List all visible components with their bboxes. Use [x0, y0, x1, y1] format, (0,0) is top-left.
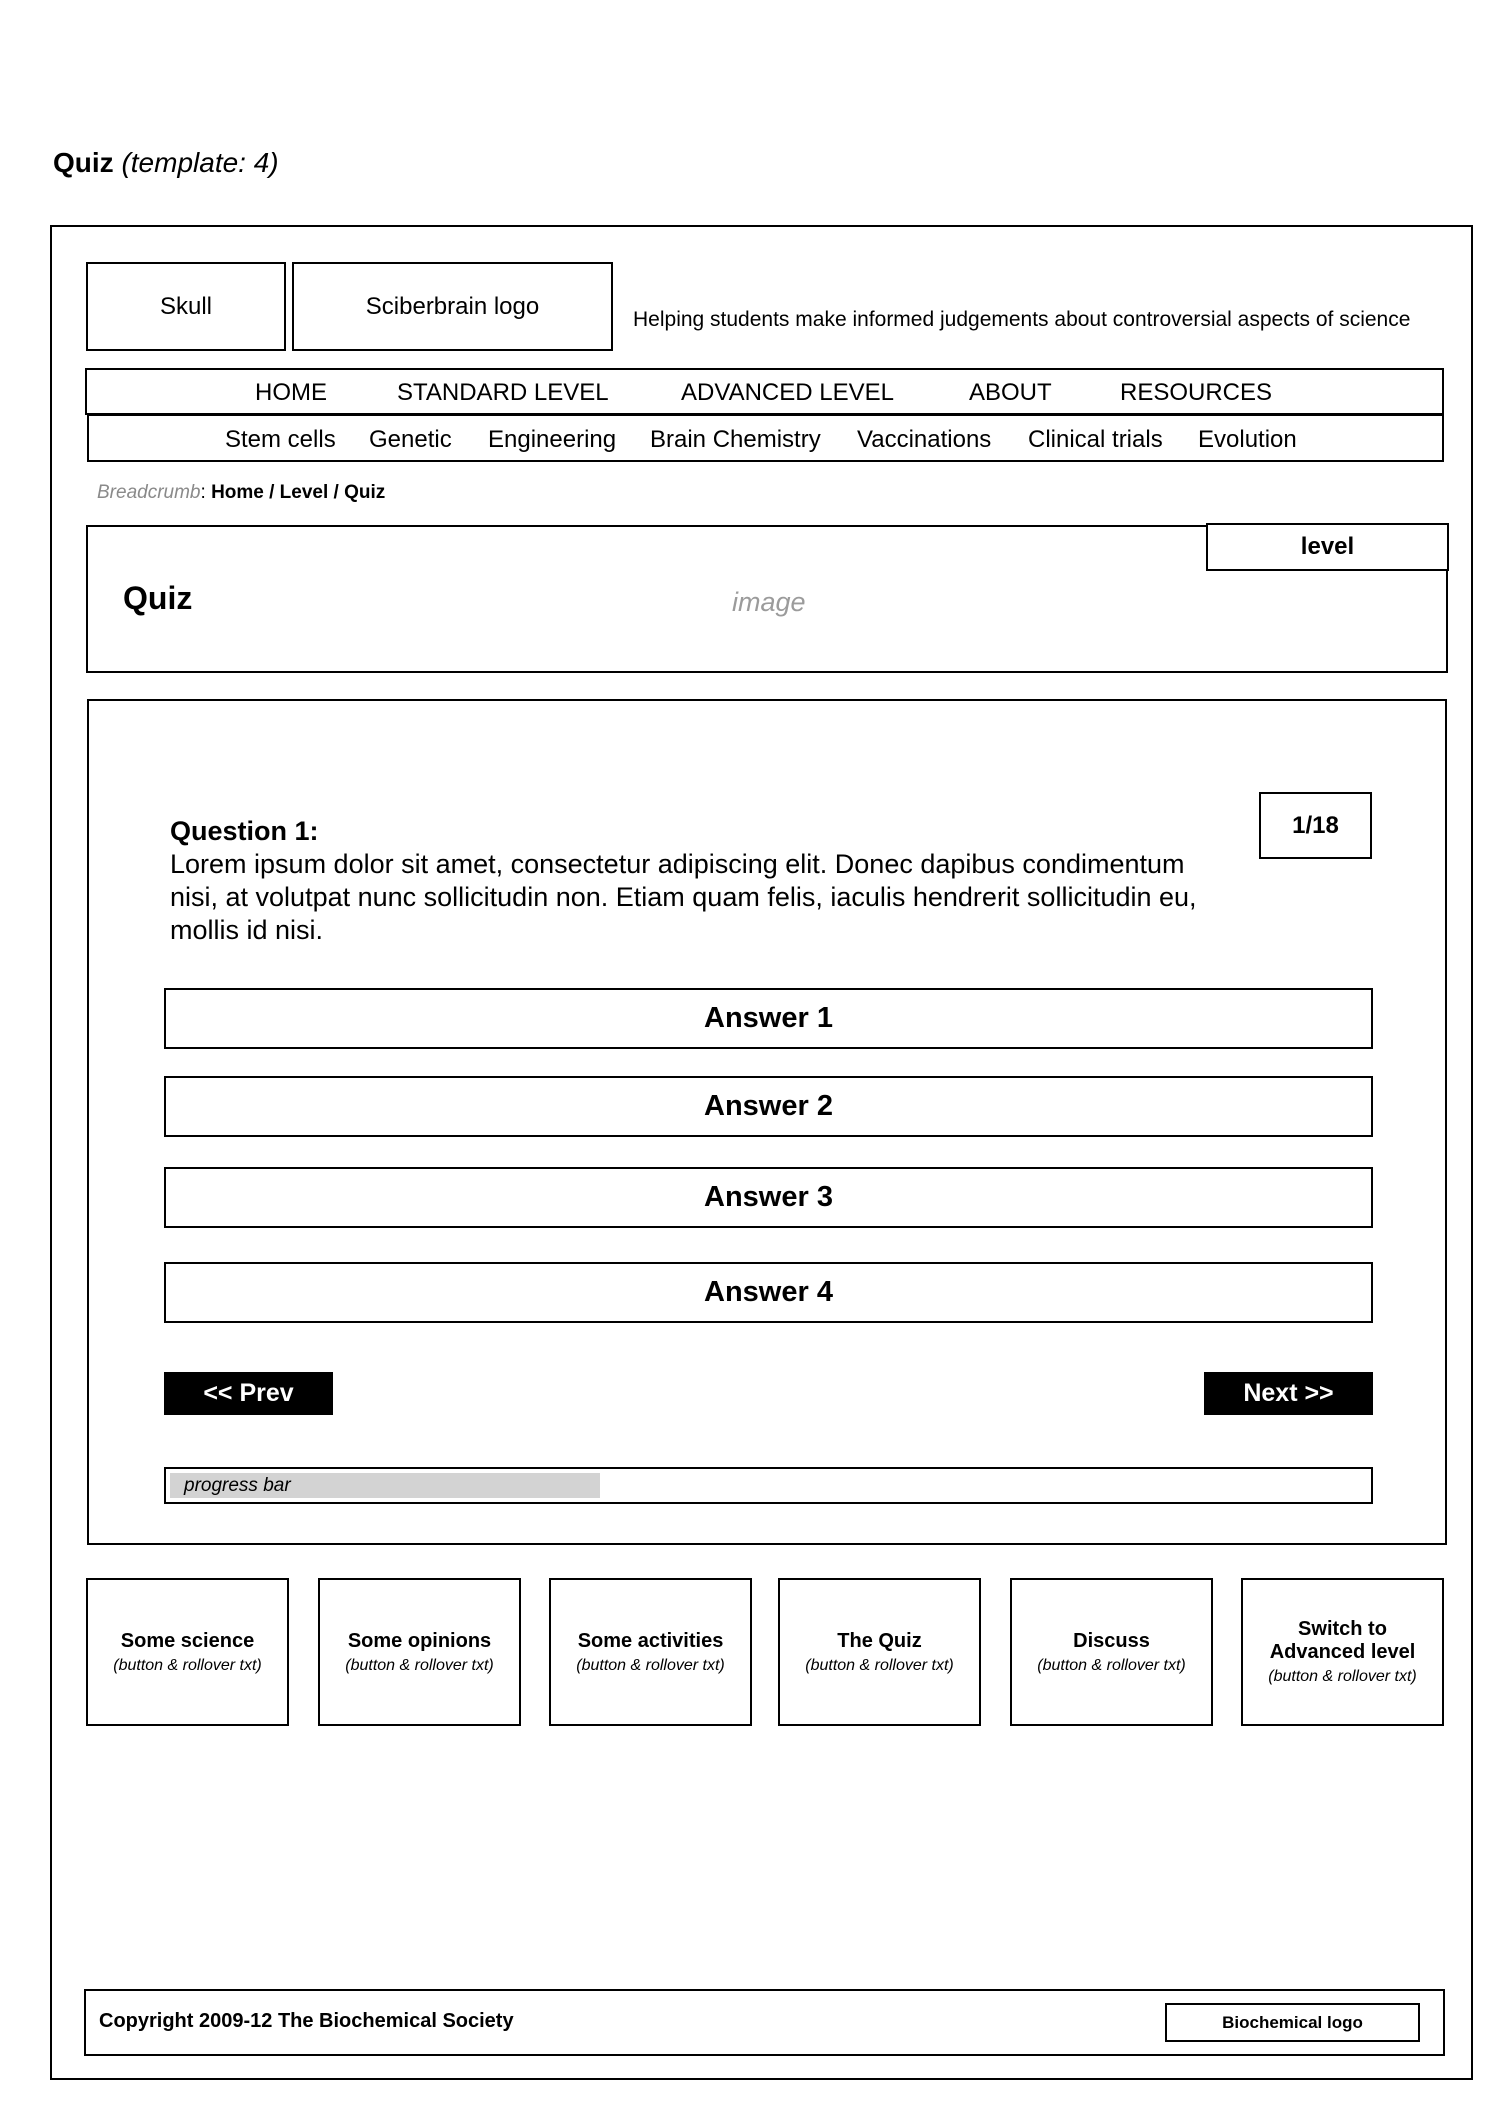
banner-image-placeholder: image [732, 587, 806, 617]
tile-switch-to-advanced-level[interactable] [1241, 1578, 1444, 1726]
skull-placeholder: Skull [86, 262, 286, 351]
answer-option-2[interactable]: Answer 2 [164, 1076, 1373, 1137]
progress-label: progress bar [184, 1475, 291, 1496]
tile-the-quiz[interactable] [778, 1578, 981, 1726]
biochemical-logo[interactable]: Biochemical logo [1165, 2003, 1420, 2042]
tile-title: The Quiz [837, 1629, 922, 1652]
copyright-text: Copyright 2009-12 The Biochemical Society [99, 2010, 514, 2032]
nav-advanced-level[interactable]: ADVANCED LEVEL [681, 379, 894, 406]
nav-resources[interactable]: RESOURCES [1120, 379, 1273, 406]
banner-title: Quiz [123, 580, 193, 616]
progress-bar [164, 1467, 1373, 1504]
question-counter: 1/18 [1259, 792, 1372, 859]
nav-home[interactable]: HOME [255, 379, 327, 406]
tile-subtitle: (button & rollover txt) [805, 1656, 954, 1674]
tile-subtitle: (button & rollover txt) [345, 1656, 494, 1674]
tile-title: Some opinions [347, 1629, 492, 1652]
next-button[interactable]: Next >> [1204, 1372, 1373, 1415]
topic-nav [87, 414, 1444, 462]
topic-vaccinations[interactable]: Vaccinations [857, 426, 992, 453]
tagline: Helping students make informed judgements about controversial aspects of science [633, 308, 1411, 331]
answer-option-3[interactable]: Answer 3 [164, 1167, 1373, 1228]
topic-engineering[interactable]: Engineering [488, 426, 617, 453]
tile-subtitle: (button & rollover txt) [1037, 1656, 1186, 1674]
answer-option-4[interactable]: Answer 4 [164, 1262, 1373, 1323]
tile-some-science[interactable] [86, 1578, 289, 1726]
tile-subtitle: (button & rollover txt) [113, 1656, 262, 1674]
breadcrumb-separator: : [200, 482, 206, 503]
breadcrumb-label: Breadcrumb [97, 482, 201, 503]
breadcrumb-path[interactable]: Home / Level / Quiz [211, 482, 386, 503]
main-nav [85, 368, 1444, 415]
tile-title: Discuss [1073, 1629, 1150, 1652]
tile-title: Switch to Advanced level [1269, 1618, 1416, 1663]
tile-some-activities[interactable] [549, 1578, 752, 1726]
nav-about[interactable]: ABOUT [969, 379, 1052, 406]
tile-title: Some science [120, 1629, 255, 1652]
topic-evolution[interactable]: Evolution [1198, 426, 1297, 453]
tile-title: Some activities [577, 1629, 724, 1652]
topic-stem-cells[interactable]: Stem cells [225, 426, 336, 453]
page-heading-title: Quiz [53, 147, 114, 178]
page-heading-template: (template: 4) [121, 147, 279, 178]
level-indicator[interactable]: level [1206, 523, 1449, 571]
sciberbrain-logo[interactable]: Sciberbrain logo [292, 262, 613, 351]
tile-subtitle: (button & rollover txt) [576, 1656, 725, 1674]
page-heading [53, 147, 279, 179]
prev-button[interactable]: << Prev [164, 1372, 333, 1415]
question-heading: Question 1: [170, 816, 319, 846]
tile-some-opinions[interactable] [318, 1578, 521, 1726]
answer-option-1[interactable]: Answer 1 [164, 988, 1373, 1049]
nav-standard-level[interactable]: STANDARD LEVEL [397, 379, 609, 406]
topic-genetic[interactable]: Genetic [369, 426, 452, 453]
question-text: Lorem ipsum dolor sit amet, consectetur adipiscing elit. Donec dapibus condimentum nisi, at volutpat nunc sollicitudin non. Etiam quam felis, iaculis hendrerit sollicitudin eu, mollis id nisi. [170, 849, 1197, 945]
topic-brain-chemistry[interactable]: Brain Chemistry [650, 426, 821, 453]
breadcrumb [97, 482, 385, 504]
tile-subtitle: (button & rollover txt) [1268, 1668, 1417, 1685]
tile-discuss[interactable] [1010, 1578, 1213, 1726]
topic-clinical-trials[interactable]: Clinical trials [1028, 426, 1163, 453]
